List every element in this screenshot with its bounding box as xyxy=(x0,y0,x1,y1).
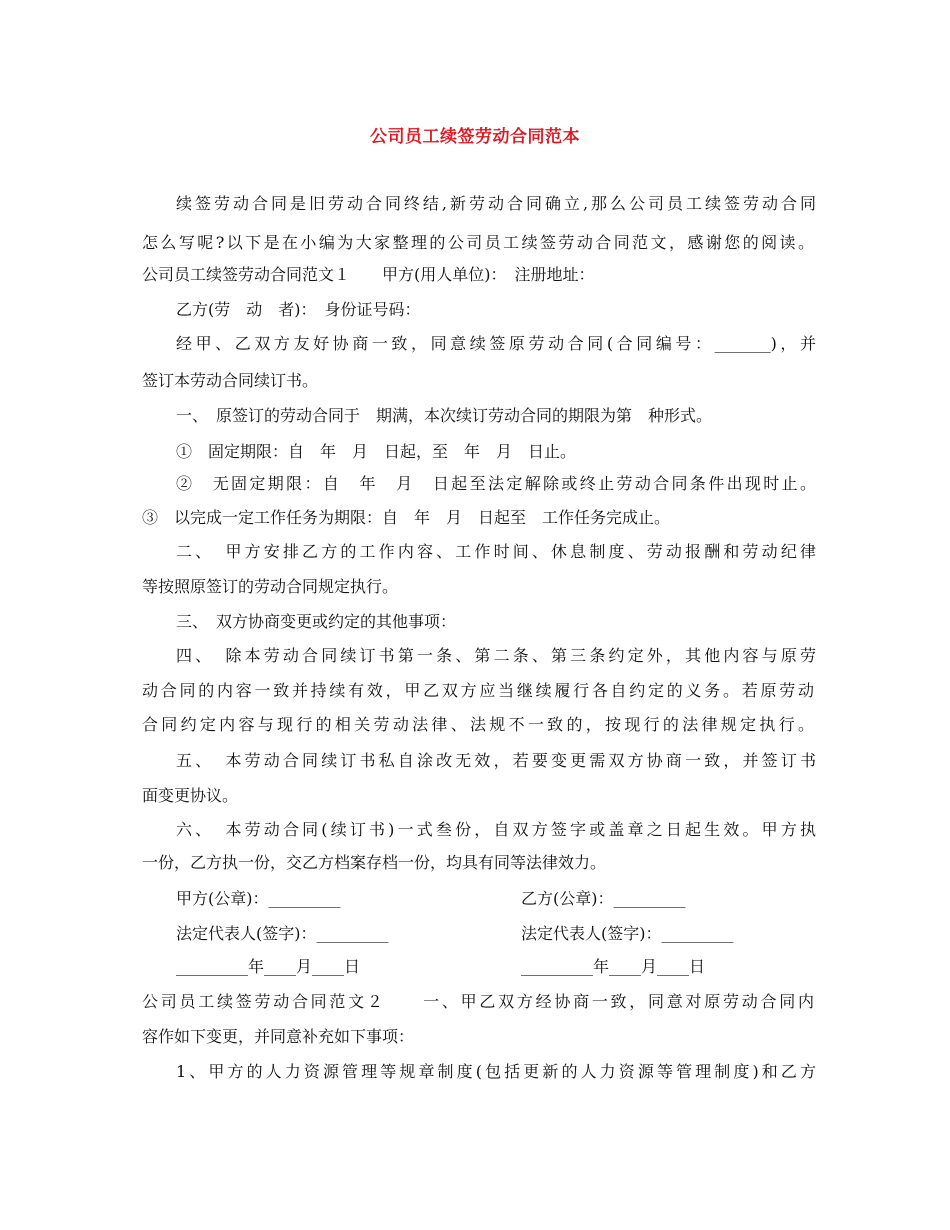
paragraph-line: 动合同的内容一致并持续有效，甲乙双方应当继续履行各自约定的义务。若原劳动 xyxy=(142,681,814,700)
paragraph-line: 签订本劳动合同续订书。 xyxy=(142,371,319,390)
paragraph-line: 二、 甲方安排乙方的工作内容、工作时间、休息制度、劳动报酬和劳动纪律 xyxy=(176,542,816,561)
paragraph-line: ① 固定期限：自 年 月 日起，至 年 月 日止。 xyxy=(176,442,577,461)
paragraph-line: 经甲、乙双方友好协商一致，同意续签原劳动合同(合同编号：_______)，并 xyxy=(176,334,816,353)
paragraph-line: 六、 本劳动合同(续订书)一式叁份，自双方签字或盖章之日起生效。甲方执 xyxy=(176,820,816,839)
document-title: 公司员工续签劳动合同范本 xyxy=(370,127,580,147)
paragraph-line: 合同约定内容与现行的相关劳动法律、法规不一致的，按现行的法律规定执行。 xyxy=(142,715,814,734)
paragraph-line: 面变更协议。 xyxy=(142,786,239,805)
paragraph-line: 五、 本劳动合同续订书私自涂改无效，若要变更需双方协商一致，并签订书 xyxy=(176,751,816,770)
paragraph-line: 三、 双方协商变更或约定的其他事项： xyxy=(176,612,457,631)
paragraph-line: 怎么写呢?以下是在小编为大家整理的公司员工续签劳动合同范文，感谢您的阅读。 xyxy=(142,233,814,252)
paragraph-line: 四、 除本劳动合同续订书第一条、第二条、第三条约定外，其他内容与原劳 xyxy=(176,646,816,665)
paragraph-line: ② 无固定期限：自 年 月 日起至法定解除或终止劳动合同条件出现时止。 xyxy=(176,474,816,493)
paragraph-line: 等按照原签订的劳动合同规定执行。 xyxy=(142,577,399,596)
paragraph-line: 容作如下变更，并同意补充如下事项： xyxy=(142,1027,415,1046)
party-b-seal-line: 乙方(公章)：_________ xyxy=(521,889,686,908)
paragraph-line: 公司员工续签劳动合同范文２ 一、甲乙双方经协商一致，同意对原劳动合同内 xyxy=(142,992,814,1011)
party-b-representative-line: 法定代表人(签字)：_________ xyxy=(521,924,734,943)
party-a-date-line: _________年____月____日 xyxy=(176,957,361,976)
party-a-representative-line: 法定代表人(签字)：_________ xyxy=(176,924,389,943)
paragraph-line: 一份，乙方执一份，交乙方档案存档一份，均具有同等法律效力。 xyxy=(142,853,607,872)
paragraph-line: 1、甲方的人力资源管理等规章制度(包括更新的人力资源等管理制度)和乙方 xyxy=(176,1062,816,1081)
paragraph-line: ③ 以完成一定工作任务为期限：自 年 月 日起至 工作任务完成止。 xyxy=(142,508,671,527)
paragraph-line: 续签劳动合同是旧劳动合同终结,新劳动合同确立,那么公司员工续签劳动合同 xyxy=(176,194,816,213)
paragraph-line: 一、 原签订的劳动合同于 期满，本次续订劳动合同的期限为第 种形式。 xyxy=(176,406,713,425)
party-b-date-line: _________年____月____日 xyxy=(521,957,706,976)
party-a-seal-line: 甲方(公章)：_________ xyxy=(176,889,341,908)
paragraph-line: 乙方(劳 动 者)： 身份证号码： xyxy=(176,300,421,319)
paragraph-line: 公司员工续签劳动合同范文１ 甲方(用人单位)： 注册地址： xyxy=(142,265,595,284)
